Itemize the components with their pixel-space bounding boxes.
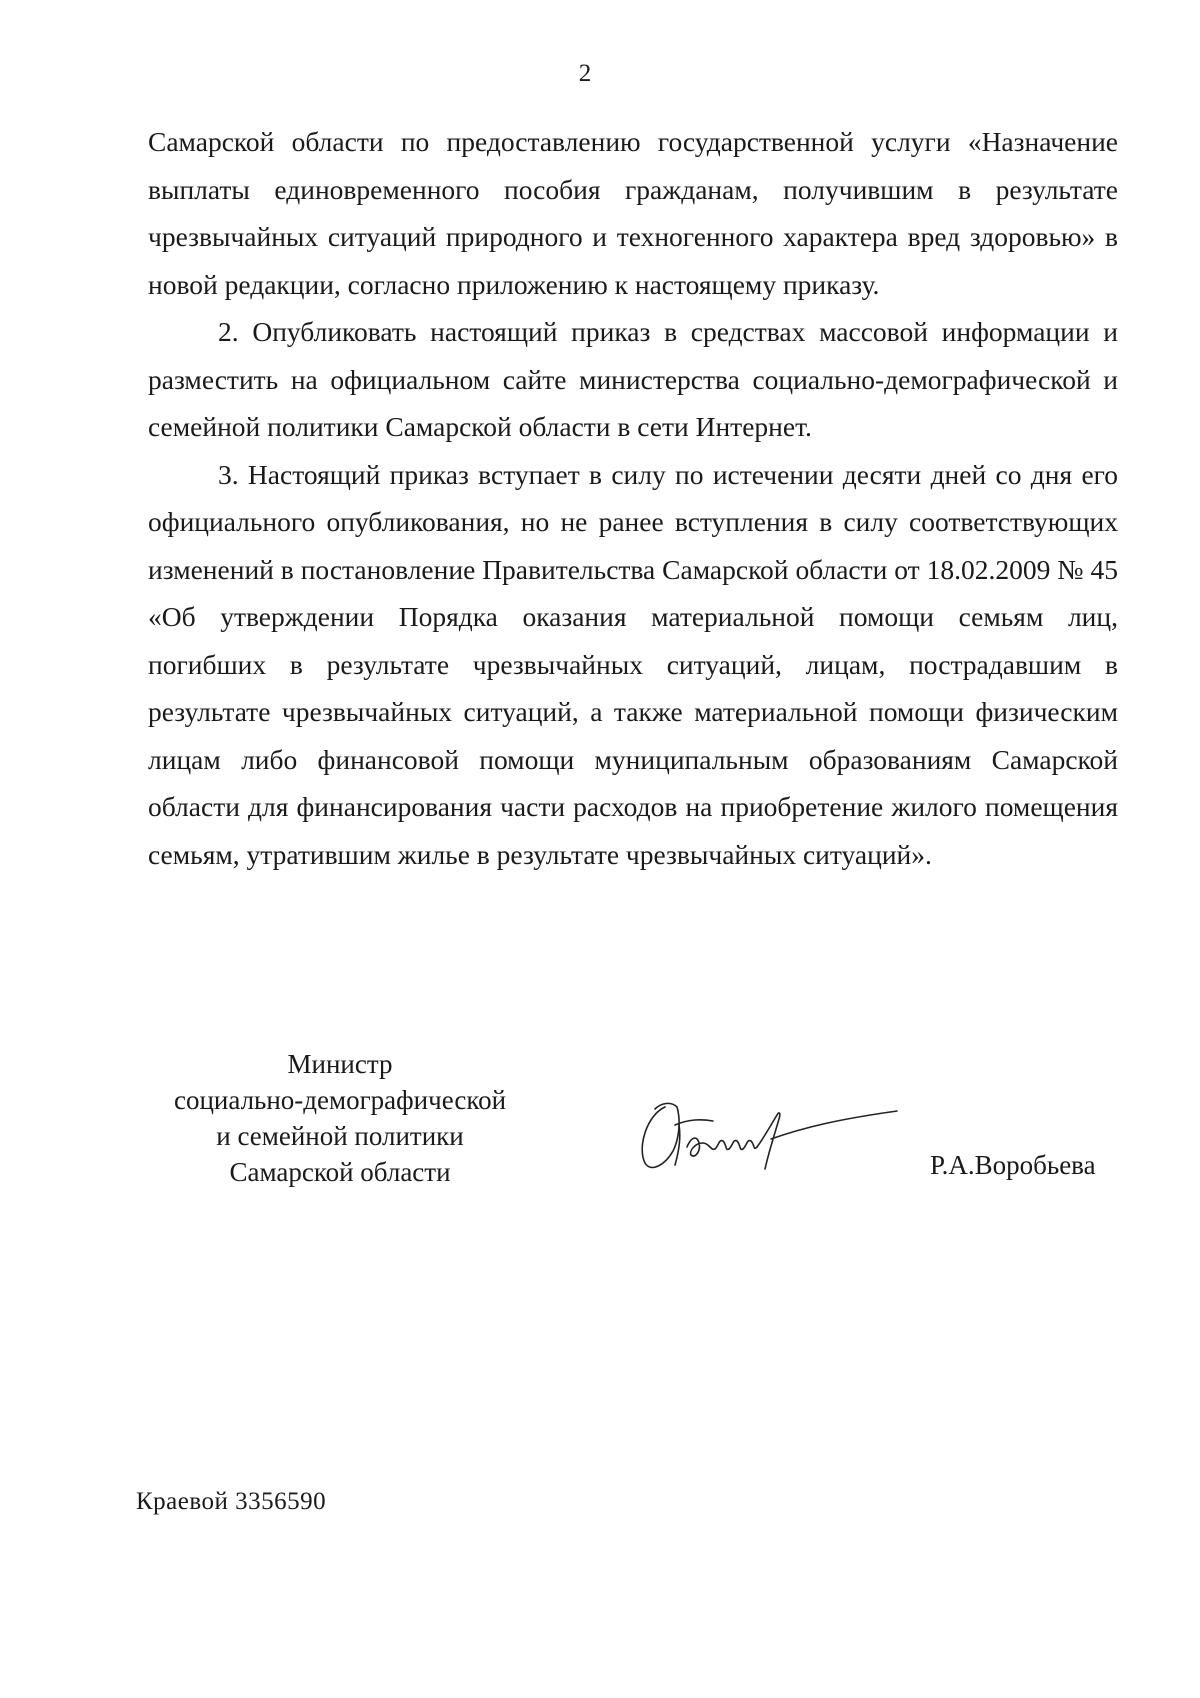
paragraph-item-2: 2. Опубликовать настоящий приказ в средствах массовой информации и разместить на официальном сайте министерства социально-демографической и семейной политики Самарской области в сети Интернет.	[148, 316, 1118, 442]
position-line: и семейной политики	[216, 1121, 464, 1151]
paragraph-item-3: 3. Настоящий приказ вступает в силу по истечении десяти дней со дня его официального опубликования, но не ранее вступления в силу соответствующих изменений в постановление Правительства Самарской области от 18.02.2009 № 45 «Об утверждении Порядка оказания материальной помощи семьям лиц, погибших в результате чрезвычайных ситуаций, лицам, пострадавшим в результате чрезвычайных ситуаций, а также материальной помощи физическим лицам либо финансовой помощи муниципальным образованиям Самарской области для финансирования части расходов на приобретение жилого помещения семьям, утратившим жилье в результате чрезвычайных ситуаций».	[148, 458, 1118, 870]
document-body	[148, 118, 1118, 878]
registration-code: Краевой 3356590	[136, 1488, 327, 1515]
signer-name: Р.А.Воробьева	[930, 1150, 1096, 1180]
page-number: 2	[578, 60, 592, 87]
paragraph-continuation: Самарской области по предоставлению государственной услуги «Назначение выплаты единовременного пособия гражданам, получившим в результате чрезвычайных ситуаций природного и техногенного характера вред здоровью» в новой редакции, согласно приложению к настоящему приказу.	[148, 126, 1118, 300]
position-line: социально-демографической	[173, 1085, 507, 1115]
position-line: Самарской области	[229, 1157, 451, 1187]
handwritten-signature	[635, 1085, 905, 1185]
signatory-position	[150, 1046, 530, 1190]
position-line: Министр	[287, 1049, 393, 1079]
